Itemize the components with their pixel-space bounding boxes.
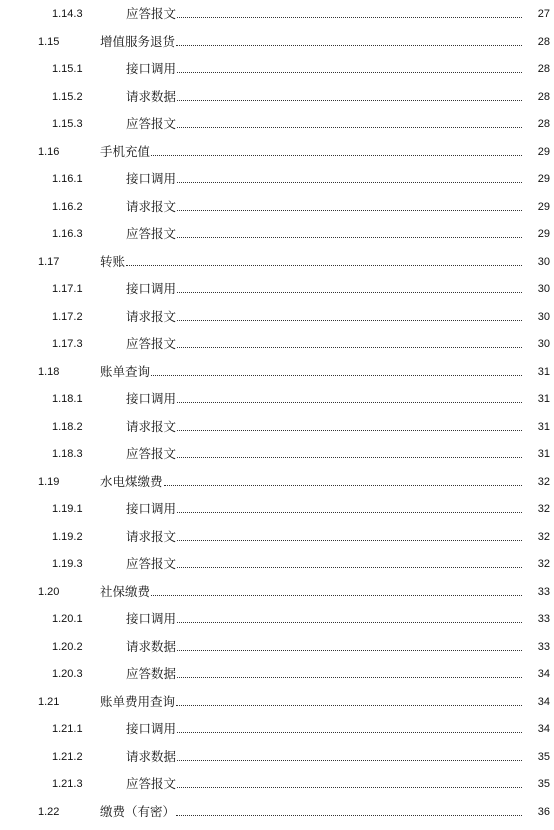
- toc-entry-number: 1.19.1: [52, 503, 83, 515]
- toc-entry-leader: [126, 527, 522, 547]
- toc-entry[interactable]: [0, 279, 554, 299]
- toc-entry-leader: [126, 554, 522, 574]
- toc-entry[interactable]: [0, 527, 554, 547]
- toc-entry-page: 30: [537, 310, 550, 323]
- toc-entry-number: 1.18: [38, 365, 60, 378]
- toc-entry-leader: [100, 582, 522, 602]
- toc-dot-leader: [177, 210, 522, 211]
- toc-entry-title: 应答报文: [126, 556, 177, 571]
- toc-dot-leader: [177, 430, 522, 431]
- toc-dot-leader: [177, 292, 522, 293]
- toc-entry[interactable]: [0, 444, 554, 464]
- toc-entry-page: 36: [537, 805, 550, 818]
- toc-entry-number: 1.18.1: [52, 393, 83, 405]
- toc-entry-page: 34: [537, 695, 550, 708]
- toc-dot-leader: [151, 595, 522, 596]
- toc-entry[interactable]: [0, 59, 554, 79]
- toc-entry[interactable]: [0, 747, 554, 767]
- toc-entry-title: 应答报文: [126, 336, 177, 351]
- toc-entry-leader: [126, 637, 522, 657]
- toc-entry-title: 接口调用: [126, 171, 177, 186]
- toc-entry-leader: [126, 389, 522, 409]
- toc-entry-leader: [100, 362, 522, 382]
- toc-entry[interactable]: [0, 802, 554, 822]
- toc-entry-page: 31: [537, 420, 550, 433]
- toc-entry-number: 1.22: [38, 805, 60, 818]
- toc-dot-leader: [151, 375, 522, 376]
- toc-entry-leader: [126, 114, 522, 134]
- toc-entry-page: 29: [537, 173, 550, 185]
- toc-entry[interactable]: [0, 362, 554, 382]
- toc-entry-number: 1.17.3: [52, 338, 83, 350]
- toc-entry[interactable]: [0, 252, 554, 272]
- toc-entry-page: 28: [537, 118, 550, 130]
- toc-entry[interactable]: [0, 114, 554, 134]
- toc-entry-number: 1.20: [38, 585, 60, 598]
- toc-entry-page: 32: [537, 475, 550, 488]
- toc-entry-page: 31: [537, 448, 550, 460]
- toc-entry-leader: [100, 692, 522, 712]
- toc-entry-page: 34: [537, 723, 550, 735]
- toc-dot-leader: [177, 100, 522, 101]
- toc-entry-page: 32: [537, 530, 550, 543]
- toc-entry-page: 30: [537, 283, 550, 295]
- toc-entry-page: 31: [537, 393, 550, 405]
- toc-entry-number: 1.20.2: [52, 640, 83, 653]
- toc-entry-title: 缴费（有密）: [100, 803, 176, 819]
- toc-entry[interactable]: [0, 334, 554, 354]
- toc-entry-leader: [126, 224, 522, 244]
- toc-entry-leader: [126, 197, 522, 217]
- toc-entry-number: 1.21.3: [52, 778, 83, 790]
- toc-entry[interactable]: [0, 664, 554, 684]
- toc-entry-number: 1.15.1: [52, 63, 83, 75]
- toc-dot-leader: [177, 512, 522, 513]
- toc-entry-title: 转账: [100, 253, 126, 269]
- toc-entry-leader: [126, 417, 522, 437]
- toc-dot-leader: [177, 347, 522, 348]
- toc-entry-title: 请求报文: [126, 198, 177, 214]
- toc-entry[interactable]: [0, 582, 554, 602]
- toc-entry-leader: [126, 4, 522, 24]
- toc-entry-page: 30: [537, 338, 550, 350]
- toc-entry-page: 29: [537, 145, 550, 158]
- toc-dot-leader: [177, 127, 522, 128]
- toc-entry-title: 手机充值: [100, 143, 151, 159]
- toc-entry-title: 请求数据: [126, 748, 177, 764]
- toc-entry-page: 33: [537, 585, 550, 598]
- toc-entry-leader: [126, 719, 522, 739]
- toc-dot-leader: [177, 650, 522, 651]
- toc-entry[interactable]: [0, 142, 554, 162]
- toc-dot-leader: [176, 815, 522, 816]
- toc-entry-leader: [126, 279, 522, 299]
- toc-entry-leader: [100, 472, 522, 492]
- toc-entry-title: 接口调用: [126, 721, 177, 736]
- toc-entry-leader: [126, 499, 522, 519]
- toc-entry[interactable]: [0, 719, 554, 739]
- toc-entry-title: 接口调用: [126, 391, 177, 406]
- toc-entry-page: 32: [537, 558, 550, 570]
- toc-entry[interactable]: [0, 87, 554, 107]
- toc-entry-leader: [126, 59, 522, 79]
- toc-entry[interactable]: [0, 499, 554, 519]
- toc-dot-leader: [151, 155, 522, 156]
- toc-entry-title: 请求报文: [126, 418, 177, 434]
- toc-entry-title: 账单查询: [100, 363, 151, 379]
- toc-entry-number: 1.15.2: [52, 90, 83, 103]
- toc-entry-number: 1.19: [38, 475, 60, 488]
- toc-dot-leader: [177, 622, 522, 623]
- toc-entry-leader: [100, 252, 522, 272]
- toc-entry-page: 35: [537, 750, 550, 763]
- toc-entry-title: 应答报文: [126, 226, 177, 241]
- toc-entry-number: 1.17.2: [52, 310, 83, 323]
- toc-entry-page: 33: [537, 640, 550, 653]
- toc-dot-leader: [177, 17, 522, 18]
- toc-entry-page: 29: [537, 200, 550, 213]
- toc-entry-title: 请求报文: [126, 308, 177, 324]
- toc-entry-title: 账单费用查询: [100, 693, 176, 709]
- toc-entry-title: 应答报文: [126, 446, 177, 461]
- toc-entry-page: 27: [537, 8, 550, 20]
- toc-entry-page: 28: [537, 90, 550, 103]
- toc-entry[interactable]: [0, 554, 554, 574]
- toc-entry[interactable]: [0, 389, 554, 409]
- toc-entry-page: 33: [537, 613, 550, 625]
- toc-entry-number: 1.17: [38, 255, 60, 268]
- toc-entry-number: 1.15.3: [52, 118, 83, 130]
- toc-entry-page: 31: [537, 365, 550, 378]
- toc-entry[interactable]: [0, 609, 554, 629]
- toc-dot-leader: [177, 72, 522, 73]
- toc-entry-title: 水电煤缴费: [100, 473, 163, 489]
- toc-entry-title: 接口调用: [126, 281, 177, 296]
- toc-entry-leader: [100, 142, 522, 162]
- toc-entry-page: 28: [537, 63, 550, 75]
- toc-entry-leader: [126, 307, 522, 327]
- toc-entry-number: 1.18.3: [52, 448, 83, 460]
- toc-entry[interactable]: [0, 4, 554, 24]
- toc-entry-number: 1.15: [38, 35, 60, 48]
- toc-entry-number: 1.14.3: [52, 8, 83, 20]
- toc-dot-leader: [177, 787, 522, 788]
- toc-dot-leader: [177, 540, 522, 541]
- toc-dot-leader: [176, 45, 522, 46]
- toc-dot-leader: [126, 265, 522, 266]
- toc-entry-number: 1.16.3: [52, 228, 83, 240]
- toc-entry-title: 请求数据: [126, 638, 177, 654]
- toc-entry[interactable]: [0, 692, 554, 712]
- toc-entry-page: 30: [537, 255, 550, 268]
- toc-entry-leader: [126, 609, 522, 629]
- toc-entry-title: 增值服务退货: [100, 33, 176, 49]
- toc-entry-leader: [126, 334, 522, 354]
- toc-entry[interactable]: [0, 417, 554, 437]
- toc-dot-leader: [177, 732, 522, 733]
- toc-entry-title: 社保缴费: [100, 583, 151, 599]
- toc-entry[interactable]: [0, 472, 554, 492]
- toc-entry-title: 接口调用: [126, 501, 177, 516]
- toc-entry[interactable]: [0, 169, 554, 189]
- toc-entry-number: 1.18.2: [52, 420, 83, 433]
- toc-entry-number: 1.21.2: [52, 750, 83, 763]
- toc-entry-leader: [126, 664, 522, 684]
- toc-entry-page: 34: [537, 668, 550, 680]
- toc-dot-leader: [177, 402, 522, 403]
- toc-entry-leader: [126, 444, 522, 464]
- toc-entry-number: 1.17.1: [52, 283, 83, 295]
- toc-entry-title: 应答报文: [126, 776, 177, 791]
- toc-dot-leader: [177, 457, 522, 458]
- toc-entry-page: 29: [537, 228, 550, 240]
- toc-entry-number: 1.20.1: [52, 613, 83, 625]
- toc-entry-number: 1.20.3: [52, 668, 83, 680]
- toc-entry[interactable]: [0, 224, 554, 244]
- toc-entry[interactable]: [0, 197, 554, 217]
- toc-dot-leader: [177, 320, 522, 321]
- toc-entry-title: 接口调用: [126, 611, 177, 626]
- toc-entry-title: 应答数据: [126, 666, 177, 681]
- toc-entry[interactable]: [0, 774, 554, 794]
- toc-entry-number: 1.19.3: [52, 558, 83, 570]
- toc-entry-page: 32: [537, 503, 550, 515]
- toc-entry[interactable]: [0, 32, 554, 52]
- toc-dot-leader: [177, 760, 522, 761]
- toc-entry-number: 1.21: [38, 695, 60, 708]
- toc-dot-leader: [177, 567, 522, 568]
- toc-entry-number: 1.16.1: [52, 173, 83, 185]
- toc-dot-leader: [177, 182, 522, 183]
- toc-entry-title: 请求数据: [126, 88, 177, 104]
- toc-dot-leader: [177, 237, 522, 238]
- toc-dot-leader: [164, 485, 522, 486]
- toc-dot-leader: [176, 705, 522, 706]
- toc-entry-leader: [126, 169, 522, 189]
- toc-entry-leader: [126, 87, 522, 107]
- toc-entry-leader: [126, 774, 522, 794]
- toc-entry-number: 1.21.1: [52, 723, 83, 735]
- toc-entry-title: 请求报文: [126, 528, 177, 544]
- toc-entry-page: 28: [537, 35, 550, 48]
- toc-entry-title: 应答报文: [126, 116, 177, 131]
- toc-entry-number: 1.16.2: [52, 200, 83, 213]
- toc-entry[interactable]: [0, 307, 554, 327]
- toc-entry-leader: [100, 802, 522, 822]
- toc-dot-leader: [177, 677, 522, 678]
- toc-entry-title: 应答报文: [126, 6, 177, 21]
- toc-entry-leader: [100, 32, 522, 52]
- toc-entry-page: 35: [537, 778, 550, 790]
- toc-entry-leader: [126, 747, 522, 767]
- toc-entry-number: 1.16: [38, 145, 60, 158]
- toc-entry[interactable]: [0, 637, 554, 657]
- toc-entry-number: 1.19.2: [52, 530, 83, 543]
- toc-entry-title: 接口调用: [126, 61, 177, 76]
